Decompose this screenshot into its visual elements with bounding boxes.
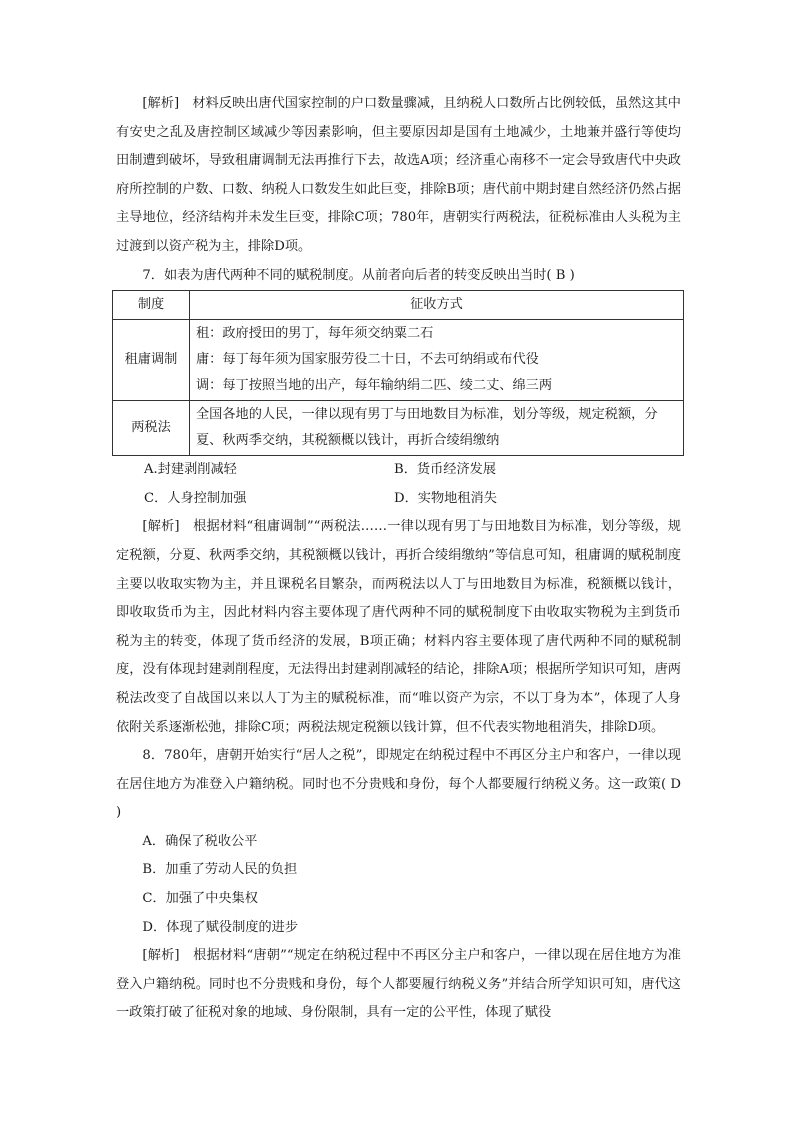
question-7-options-row-1 xyxy=(116,456,681,485)
option-d: D．实物地租消失 xyxy=(394,490,497,506)
table-header-system: 制度 xyxy=(113,291,190,320)
table-header-method: 征收方式 xyxy=(190,291,684,320)
analysis-q7: [解析] 根据材料“租庸调制”“两税法……一律以现有男丁与田地数目为标准，划分等级，规定税额，分夏、秋两季交纳，其税额概以钱计，再折合绫绢缴纳”等信息可知，租庸调的赋税制度主要以收取实物为主，并且课税名目繁杂，而两税法以人丁与田地数目为标准，税额概以钱计，即收取货币为主，因此材料内容主要体现了唐代两种不同的赋税制度下由收取实物税为主到货币税为主的转变，体现了货币经济的发展，B项正确；材料内容主要体现了唐代两种不同的赋税制度，没有体现封建剥削程度，无法得出封建剥削减轻的结论，排除A项；根据所学知识可知，唐两税法改变了自战国以来以人丁为主的赋税标准，而“唯以资产为宗，不以丁身为本”，体现了人身依附关系逐渐松弛，排除C项；两税法规定税额以钱计算，但不代表实物地租消失，排除D项。 xyxy=(116,519,681,735)
option-c: C．人身控制加强 xyxy=(144,490,247,506)
table-cell-system-name: 两税法 xyxy=(113,401,190,456)
method-line: 调：每丁按照当地的出产，每年输纳绢二匹、绫二丈、绵三两 xyxy=(196,378,553,394)
option-a: A.封建剥削减轻 xyxy=(144,462,237,478)
question-7-options-row-2 xyxy=(116,485,681,514)
method-line: 租：政府授田的男丁，每年须交纳粟二石 xyxy=(196,326,434,342)
method-line: 庸：每丁每年须为国家服劳役二十日，不去可纳绢或布代役 xyxy=(196,352,539,368)
table-row xyxy=(113,401,684,456)
analysis-q6: [解析] 材料反映出唐代国家控制的户口数量骤减，且纳税人口数所占比例较低，虽然这其中有安史之乱及唐控制区域减少等因素影响，但主要原因却是国有土地减少，土地兼并盛行等使均田制遭到破坏，导致租庸调制无法再推行下去，故选A项；经济重心南移不一定会导致唐代中央政府所控制的户数、口数、纳税人口数发生如此巨变，排除B项；唐代前中期封建自然经济仍然占据主导地位，经济结构并未发生巨变，排除C项；780年，唐朝实行两税法，征税标准由人头税为主过渡到以资产税为主，排除D项。 xyxy=(116,96,681,254)
tax-system-table xyxy=(112,290,684,456)
option-c: C．加强了中央集权 xyxy=(142,891,258,907)
table-header-row xyxy=(113,291,684,320)
method-line: 全国各地的人民，一律以现有男丁与田地数目为标准，划分等级，规定税额，分夏、秋两季交纳，其税额概以钱计，再折合绫绢缴纳 xyxy=(196,407,658,449)
option-d: D．体现了赋役制度的进步 xyxy=(142,919,299,935)
option-b: B．加重了劳动人民的负担 xyxy=(142,862,298,878)
option-b: B．货币经济发展 xyxy=(394,462,497,478)
table-cell-system-name: 租庸调制 xyxy=(113,320,190,401)
document-page xyxy=(116,90,681,1028)
table-row xyxy=(113,320,684,401)
table-cell-method xyxy=(190,401,684,456)
table-cell-method xyxy=(190,320,684,401)
option-a: A．确保了税收公平 xyxy=(142,833,258,849)
analysis-q8: [解析] 根据材料“唐朝”“规定在纳税过程中不再区分主户和客户，一律以现在居住地方为准登入户籍纳税。同时也不分贵贱和身份，每个人都要履行纳税义务”并结合所学知识可知，唐代这一政策打破了征税对象的地域、身份限制，具有一定的公平性，体现了赋役 xyxy=(116,948,681,1021)
question-8-stem: 8．780年，唐朝开始实行“居人之税”，即规定在纳税过程中不再区分主户和客户，一律以现在居住地方为准登入户籍纳税。同时也不分贵贱和身份，每个人都要履行纳税义务。这一政策( D ) xyxy=(116,748,681,821)
question-7-stem: 7．如表为唐代两种不同的赋税制度。从前者向后者的转变反映出当时( B ) xyxy=(142,267,575,283)
